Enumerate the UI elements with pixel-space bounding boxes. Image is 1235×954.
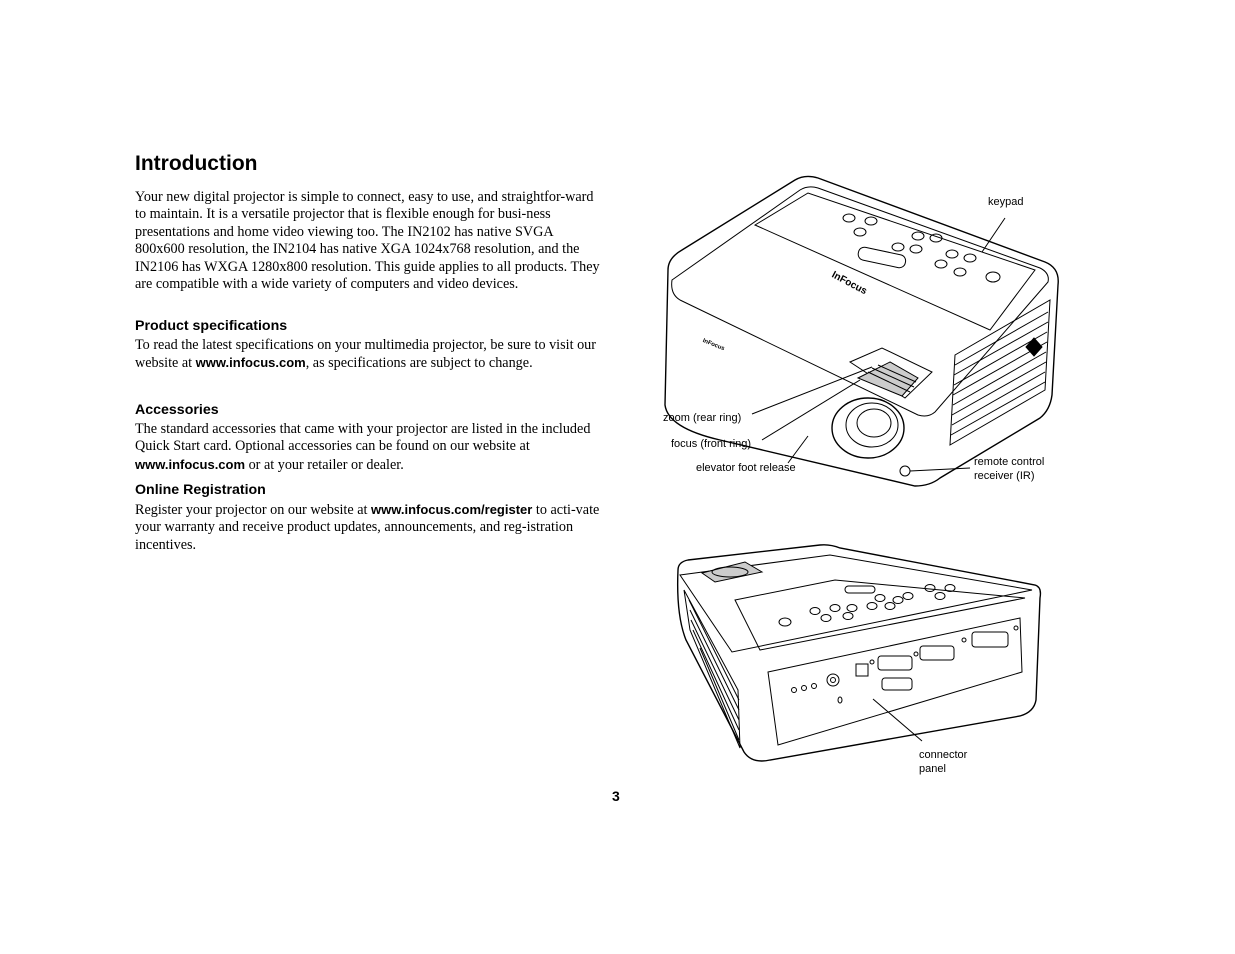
ir-receiver-icon bbox=[900, 466, 910, 476]
label-zoom: zoom (rear ring) bbox=[663, 412, 742, 424]
accessories-website-link[interactable]: www.infocus.com bbox=[135, 456, 246, 472]
zoom-callout-line bbox=[752, 367, 872, 414]
projector-rear-drawing bbox=[678, 545, 1041, 761]
connector-callout-line bbox=[873, 699, 922, 741]
label-focus: focus (front ring) bbox=[671, 438, 752, 450]
specs-paragraph bbox=[135, 337, 605, 373]
accessories-text-before: The standard accessories that came with your projector are listed in the included Quick Start card. Optional accessories can be found on our website at bbox=[135, 421, 591, 455]
keypad-callout-line bbox=[982, 218, 1005, 252]
heading-accessories: Accessories bbox=[135, 402, 219, 418]
label-remote-line1: remote control bbox=[974, 456, 1045, 468]
heading-product-specifications: Product specifications bbox=[135, 318, 288, 334]
accessories-text-after: or at your retailer or dealer. bbox=[245, 456, 404, 473]
registration-paragraph bbox=[135, 501, 605, 554]
keypad-buttons bbox=[843, 214, 1000, 282]
remote-callout-line bbox=[910, 468, 970, 471]
diamond-marker-icon bbox=[1026, 338, 1042, 356]
label-keypad: keypad bbox=[988, 196, 1024, 208]
specs-text-after: , as specifications are subject to change. bbox=[305, 355, 533, 372]
registration-website-link[interactable]: www.infocus.com/register bbox=[371, 502, 533, 517]
registration-text-before: Register your projector on our website at bbox=[135, 502, 371, 518]
rear-keypad-buttons bbox=[779, 585, 955, 627]
side-vents bbox=[950, 300, 1050, 445]
specs-website-link[interactable]: www.infocus.com bbox=[195, 355, 306, 371]
label-remote-receiver bbox=[974, 455, 1044, 483]
label-elevator: elevator foot release bbox=[696, 462, 796, 474]
label-remote-line2: receiver (IR) bbox=[974, 470, 1035, 482]
specs-text-before: To read the latest specifications on your multimedia projector, be sure to visit our website at bbox=[135, 337, 596, 372]
accessories-paragraph bbox=[135, 421, 605, 474]
intro-paragraph: Your new digital projector is simple to connect, easy to use, and straightfor-ward to maintain. It is a versatile projector that is flexible enough for busi-ness presentations and home video viewing too. The IN2102 has native SVGA 800x600 resolution, the IN2104 has native XGA 1024x768 resolution, and the IN2106 has WXGA 1280x800 resolution. This guide applies to all products. They are compatible with a wide variety of computers and video devices. bbox=[135, 189, 600, 293]
label-connector-line1: connector bbox=[919, 749, 968, 761]
heading-online-registration: Online Registration bbox=[135, 482, 266, 498]
focus-callout-line bbox=[762, 380, 860, 440]
page-number: 3 bbox=[612, 788, 620, 804]
label-connector-line2: panel bbox=[919, 763, 946, 775]
brand-logo-front: InFocus bbox=[701, 338, 726, 353]
registration-text-after: to acti-vate your warranty and receive product updates, announcements, and reg-istration incentives. bbox=[135, 502, 600, 553]
page-title: Introduction bbox=[135, 152, 258, 175]
label-connector-panel bbox=[919, 748, 967, 776]
rear-side-vents bbox=[684, 590, 740, 748]
brand-logo-top: InFocus bbox=[829, 269, 869, 298]
